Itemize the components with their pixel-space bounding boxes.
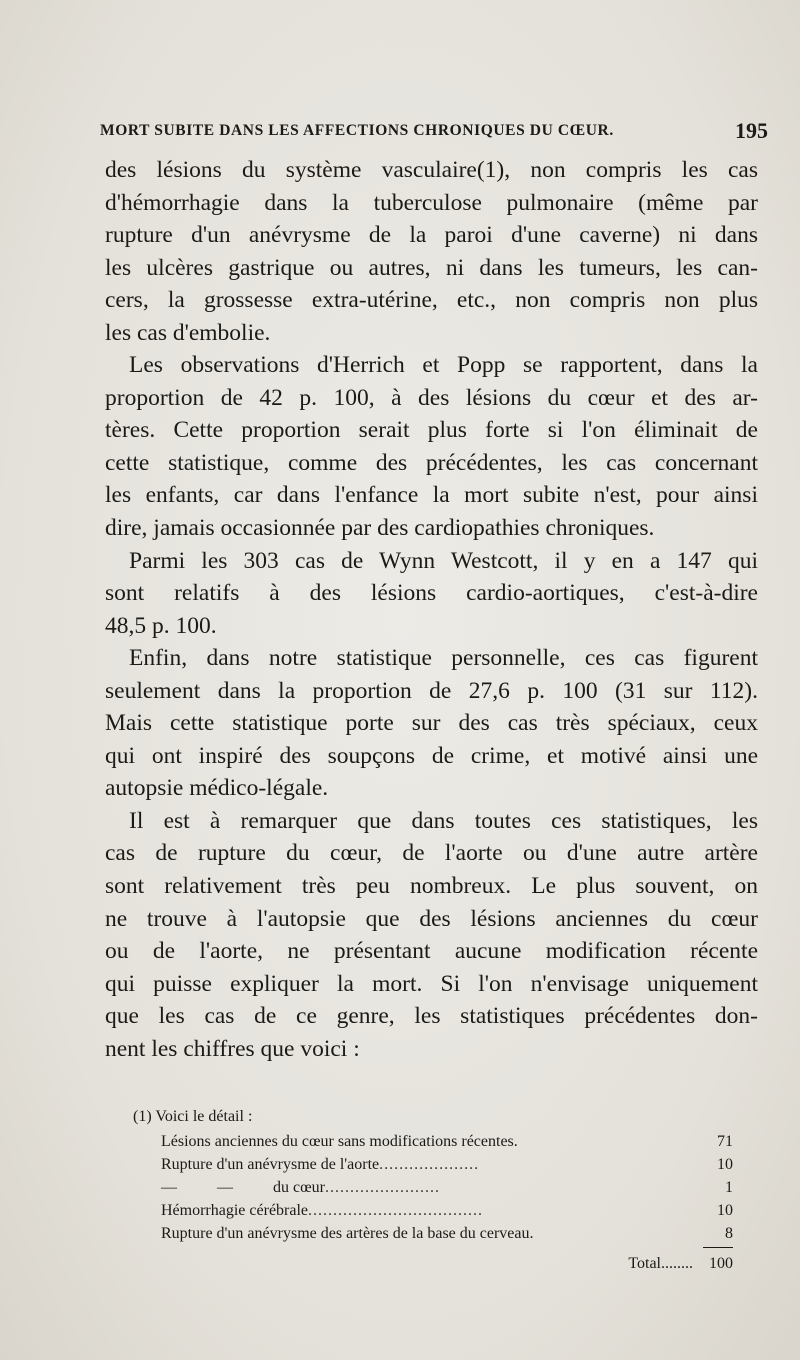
paragraph-start: Il est à remarquer que dans toutes ces statistiques, les <box>129 807 758 834</box>
leader-dots: .................... <box>379 1156 480 1173</box>
text-line: seulement dans la proportion de 27,6 p. 100 (31 sur 112). <box>105 677 758 704</box>
text-line: des lésions du système vasculaire(1), non compris les cas <box>105 157 758 183</box>
footnote-value: 1 <box>725 1179 733 1196</box>
text-line: rupture d'un anévrysme de la paroi d'une caverne) ni dans <box>105 222 758 249</box>
footnote-label: Rupture d'un anévrysme de l'aorte <box>161 1156 380 1173</box>
footnote-row <box>133 1222 733 1245</box>
running-title: MORT SUBITE DANS LES AFFECTIONS CHRONIQUES DU CŒUR. <box>100 122 614 139</box>
text-line: les enfants, car dans l'enfance la mort subite n'est, pour ainsi <box>105 482 758 509</box>
footnote-value: 10 <box>717 1156 733 1173</box>
text-line: sont relativement très peu nombreux. Le plus souvent, on <box>105 873 758 900</box>
paragraph-start: Enfin, dans notre statistique personnelle, ces cas figurent <box>129 645 758 672</box>
text-line: autopsie médico-légale. <box>105 775 329 802</box>
text-line: ou de l'aorte, ne présentant aucune modification récente <box>105 938 758 965</box>
footnote-label: Rupture d'un anévrysme des artères de la base du cerveau. <box>161 1225 534 1242</box>
footnote <box>133 1104 733 1277</box>
text-line: cers, la grossesse extra-utérine, etc., non compris non plus <box>105 287 758 314</box>
page-header <box>100 118 768 148</box>
footnote-value: 71 <box>717 1133 733 1150</box>
footnote-row <box>133 1199 733 1222</box>
text-line: les ulcères gastrique ou autres, ni dans les tumeurs, les can- <box>105 254 758 281</box>
text-line: proportion de 42 p. 100, à des lésions du cœur et des ar- <box>105 384 758 411</box>
text-line: cas de rupture du cœur, de l'aorte ou d'une autre artère <box>105 840 758 867</box>
footnote-label: Hémorrhagie cérébrale <box>161 1202 309 1219</box>
text-line: ne trouve à l'autopsie que des lésions anciennes du cœur <box>105 905 758 932</box>
total-label: Total........ <box>628 1255 693 1272</box>
text-line: nent les chiffres que voici : <box>105 1035 360 1062</box>
text-line: 48,5 p. 100. <box>105 612 217 639</box>
text-line: qui ont inspiré des soupçons de crime, et motivé ainsi une <box>105 742 758 769</box>
footnote-row <box>133 1153 733 1176</box>
text-line: qui puisse expliquer la mort. Si l'on n'envisage uniquement <box>105 970 758 997</box>
text-line: les cas d'embolie. <box>105 319 271 346</box>
text-line: tères. Cette proportion serait plus forte si l'on éliminait de <box>105 417 758 444</box>
text-line: que les cas de ce genre, les statistiques précédentes don- <box>105 1003 758 1030</box>
paragraph-start: Les observations d'Herrich et Popp se rapportent, dans la <box>129 352 758 379</box>
footnote-row <box>133 1176 733 1199</box>
text-line: dire, jamais occasionnée par des cardiopathies chroniques. <box>105 515 655 542</box>
text-line: sont relatifs à des lésions cardio-aortiques, c'est-à-dire <box>105 580 758 607</box>
footnote-label: Lésions anciennes du cœur sans modifications récentes. <box>161 1133 518 1150</box>
paragraph-start: Parmi les 303 cas de Wynn Westcott, il y en a 147 qui <box>129 547 758 574</box>
footnote-label: — — du cœur <box>161 1179 325 1196</box>
footnote-row <box>133 1130 733 1153</box>
footnote-value: 10 <box>717 1202 733 1219</box>
text-line: d'hémorrhagie dans la tuberculose pulmonaire (même par <box>105 189 758 216</box>
text-line: cette statistique, comme des précédentes, les cas concernant <box>105 449 758 476</box>
footnote-intro: (1) Voici le détail : <box>133 1108 253 1125</box>
footnote-total <box>133 1251 733 1277</box>
footnote-value: 8 <box>725 1225 733 1242</box>
leader-dots: ....................... <box>324 1179 440 1196</box>
leader-dots: ................................... <box>308 1202 484 1219</box>
page-number: 195 <box>735 118 768 143</box>
text-line: Mais cette statistique porte sur des cas très spéciaux, ceux <box>105 710 758 737</box>
body-text <box>105 154 758 1065</box>
total-value: 100 <box>709 1255 733 1272</box>
